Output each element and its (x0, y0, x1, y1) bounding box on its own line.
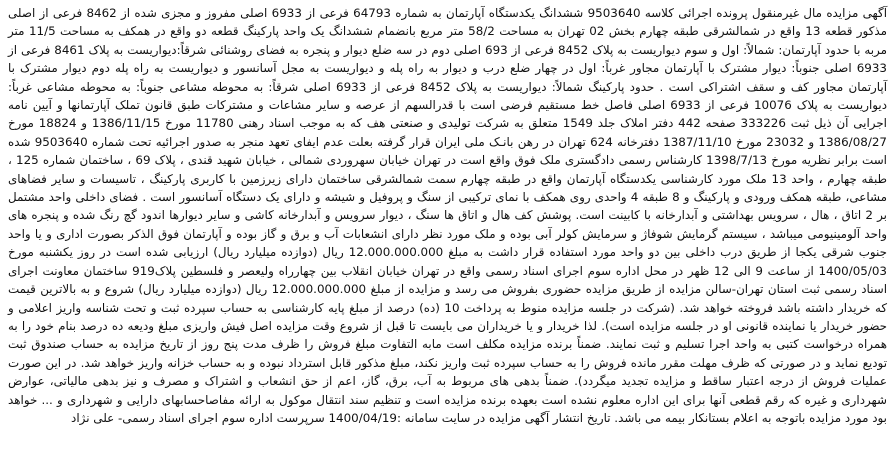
auction-notice-text: آگهی مزایده مال غیرمنقول پرونده اجرائی کلاسه 9503640 ششدانگ یکدستگاه آپارتمان به شماره 64793 فرعی از 6933 اصلی مفروز و مجزی شده از 8462 فرعی از اصلی مذکور قطعه 13 واقع در شمالشرقی طبقه چهارم بخش 02 تهران به مساحت 58/2 متر مربع بانضمام ششدانگ یک واحد پارکینگ قطعه دو واقع در همکف به مساحت 11/5 متر مربه با حدود آپارتمان: شمالاً: اول و سوم دیواریست به پلاک 8452 فرعی از 693 اصلی دوم در سه ضلع دیوار و پنجره به فضای روشنائی شرقاً:دیواریست به پلاک 8461 فرعی از 6933 اصلی جنوباً: دیوار مشترک با آپارتمان مجاور غرباً: اول در چهار ضلع درب و دیوار به راه پله و دیواریست به مجل آسانسور و دیواریست به راه پله دوم دیوار مشترک با آپارتمان مجاور کف و سقف اشتراکی است . حدود پارکینگ شمالاً: دیواریست به پلاک 8452 فرعی از 6933 اصلی شرقاً: به محوطه مشاعی جنوباً: به محوطه مشاعی غرباً: دیواریست به پلاک 10076 فرعی از 6933 اصلی فاصل خط مستقیم فرضی است با قدرالسهم از عرصه و سایر مشاعات و مشترکات طبق قانون تملک آپارتمانها و آیین نامه اجرایی آن ذیل ثبت 333226 صفحه 442 دفتر املاک جلد 1549 متعلق به شرکت تولیدی و صنعتی هف که به موجب اسناد رهنی 11780 مورخ 1386/11/15 و 18824 مورخ 1386/08/27 و 23032 مورخ 1387/11/10 دفترخانه 624 تهران در رهن بانـک ملی ایران قرار گرفته بعلت عدم ایفای تعهد منجر به صدور اجرائیه تحت شماره 9503640 شده است برابر نظریه مورخ 1398/7/13 کارشناس رسمی دادگستری ملک فوق واقع است در تهران خیابان سهروردی شمالی ، خیابان شهید قندی ، پلاک 69 ، ساختمان شماره 125 ، طبقه چهارم ، واحد 13 ملک مورد کارشناسی یکدستگاه آپارتمان واقع در طبقه چهارم سمت شمالشرقی ساختمان دارای زیرزمین با کاربری پارکینگ ، تاسیسات و سایر فضاهای مشاعی، طبقه همکف ورودی و پارکینگ و 8 طبقه 4 واحدی روی همکف با نمای ترکیبی از سنگ و پروفیل و شیشه و دارای یک دستگاه آسانسور است . فضای داخلی واحد مشتمل بر 2 اتاق ، هال ، سرویس بهداشتی و آبدارخانه با کابینت است. پوشش کف هال و اتاق ها سنگ ، دیوار سرویس و آبدارخانه کاشی و سایر دیوارها اندود گچ رنگ شده و پنجره های واحد آلومینیومی میباشد ، سیستم گرمایش شوفاژ و سرمایش کولر آبی بوده و ملک مورد نظر دارای انشعابات آب و برق و گاز بوده و آپارتمان فوق الذکر بصورت اداری و یا واحد جنوب شرقی یکجا از طریق درب داخلی بین دو واحد مورد استفاده قرار داشت به مبلغ 12.000.000.000 ریال (دوازده میلیارد ریال) ارزیابی شده است در روز یکشنبه مورخ 1400/05/03 از ساعت 9 الی 12 ظهر در محل اداره سوم اجرای اسناد رسمی واقع در تهران خیابان انقلاب بین چهارراه ولیعصر و فلسطین پلاک919 ساختمان معاونت اجرای اسناد رسمی ثبت استان تهران-سالن مزایده از طریق مزایده حضوری بفروش می رسد و مزایده از مبلغ 12.000.000.000 ریال (دوازده میلیارد ریال) شروع و به بالاترین قیمت که خریدار داشته باشد فروخته خواهد شد. (شرکت در جلسه مزایده منوط به پرداخت 10 (ده) درصد از مبلغ پایه کارشناسی به حساب سپرده ثبت و تحت شناسه واریز اعلامی و حضور خریدار یا نماینده قانونی او در جلسه مزایده است). لذا خریدار و یا خریداران می بایست تا قبل از شروع وقت مزایده اصل فیش واریزی مبلغ ودیعه ده درصد بنام خود را به همراه درخواست کتبی به واحد اجرا تسلیم و ثبت نمایند. ضمناً برنده مزایده مکلف است مابه التفاوت مبلغ فروش را ظرف مدت پنج روز از تاریخ مزایده به حساب صندوق ثبت تودیع نماید و در صورتی که ظرف مهلت مقرر مانده فروش را به حساب سپرده ثبت واریز نکند، مبلغ مذکور قابل استرداد نبوده و به حساب خزانه واریز خواهد شد. در این صورت عملیات فروش از درجه اعتبار ساقط و مزایده تجدید میگردد). ضمناً بدهی های مربوط به آب، برق، گاز، اعم از حق انشعاب و اشتراک و مصرف و نیز بدهی مالیاتی، عوارض شهرداری و غیره که رقم قطعی آنها برای این اداره معلوم نشده است بعهده برنده مزایده است و تنظیم سند انتقال موکول به ارائه مفاصاحسابهای دارایی و شهرداری و ... خواهد بود مورد مزایده باتوجه به اعلام بستانکار بیمه می باشد. تاریخ انتشار آگهی مزایده در سایت سامانه :1400/04/19 سرپرست اداره سوم اجرای اسناد رسمی- علی نژاد (8, 6, 888, 425)
